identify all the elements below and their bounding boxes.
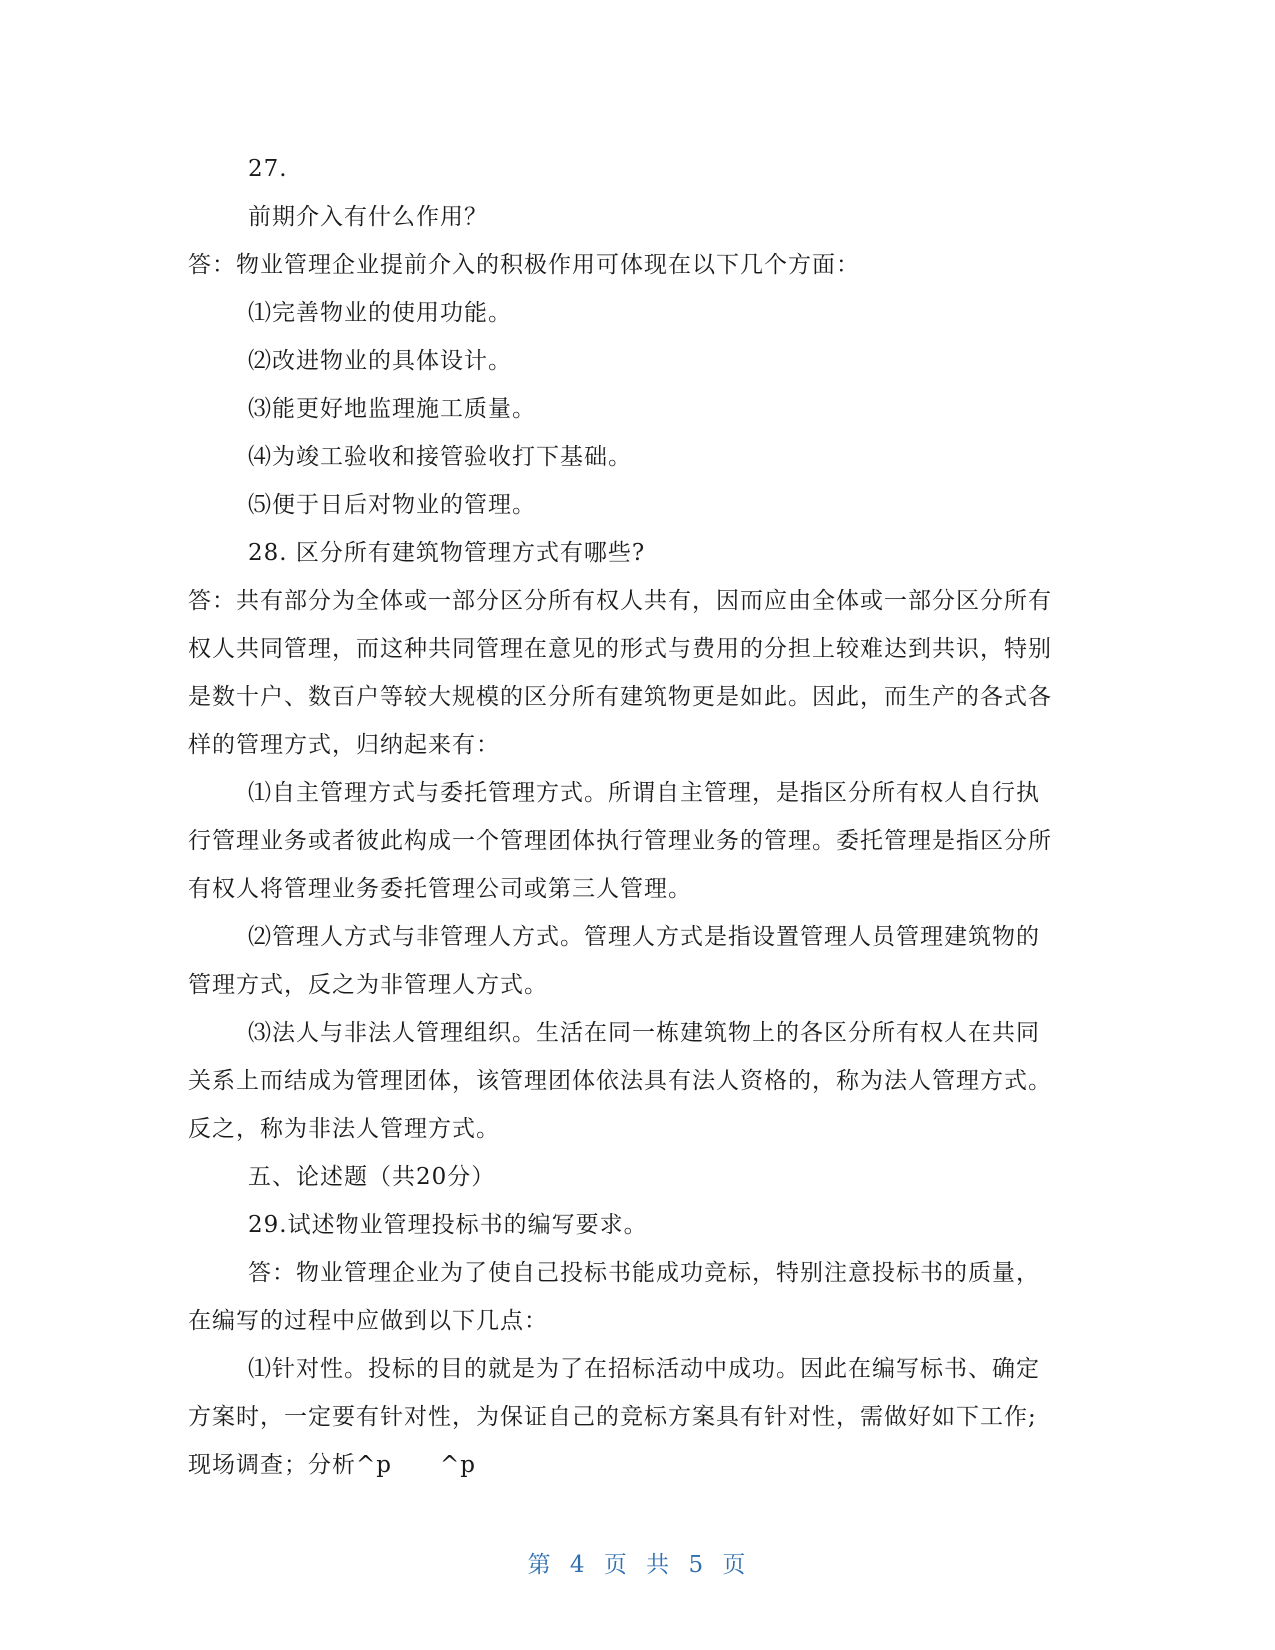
document-body — [188, 145, 1088, 1489]
footer-current-page: 4 — [569, 1552, 587, 1578]
answer-27-item-3: ⑶能更好地监理施工质量。 — [248, 396, 536, 422]
footer-total-pages: 5 — [688, 1552, 706, 1578]
answer-27-item-2: ⑵改进物业的具体设计。 — [248, 348, 512, 374]
answer-27-intro: 答：物业管理企业提前介入的积极作用可体现在以下几个方面： — [188, 252, 860, 278]
answer-28-item-1: ⑴自主管理方式与委托管理方式。所谓自主管理，是指区分所有权人自行执 — [248, 780, 1040, 806]
answer-27-item-4: ⑷为竣工验收和接管验收打下基础。 — [248, 444, 632, 470]
answer-29-intro-cont: 在编写的过程中应做到以下几点： — [188, 1308, 548, 1334]
answer-27-item-5: ⑸便于日后对物业的管理。 — [248, 492, 536, 518]
footer-page-word: 第 — [527, 1552, 553, 1578]
answer-29-intro: 答：物业管理企业为了使自己投标书能成功竞标，特别注意投标书的质量， — [248, 1260, 1040, 1286]
answer-29-item-1-cont: 方案时，一定要有针对性，为保证自己的竞标方案具有针对性，需做好如下工作; — [188, 1404, 1037, 1430]
footer-page-unit: 页 — [603, 1552, 629, 1578]
answer-28-line: 答：共有部分为全体或一部分区分所有权人共有，因而应由全体或一部分区分所有 — [188, 588, 1052, 614]
answer-28-item-2: ⑵管理人方式与非管理人方式。管理人方式是指设置管理人员管理建筑物的 — [248, 924, 1040, 950]
footer-total-unit: 页 — [722, 1552, 748, 1578]
question-27-title: 前期介入有什么作用？ — [248, 204, 488, 230]
page-footer — [0, 1546, 1275, 1579]
answer-27-item-1: ⑴完善物业的使用功能。 — [248, 300, 512, 326]
answer-28-item-2-cont: 管理方式，反之为非管理人方式。 — [188, 972, 548, 998]
question-29-title: 29.试述物业管理投标书的编写要求。 — [248, 1212, 648, 1238]
answer-29-item-1: ⑴针对性。投标的目的就是为了在招标活动中成功。因此在编写标书、确定 — [248, 1356, 1040, 1382]
question-28-title: 28. 区分所有建筑物管理方式有哪些? — [248, 540, 646, 566]
answer-28-item-1-cont: 行管理业务或者彼此构成一个管理团体执行管理业务的管理。委托管理是指区分所 — [188, 828, 1052, 854]
answer-28-line: 样的管理方式，归纳起来有： — [188, 732, 500, 758]
answer-28-line: 权人共同管理，而这种共同管理在意见的形式与费用的分担上较难达到共识，特别 — [188, 636, 1052, 662]
answer-28-line: 是数十户、数百户等较大规模的区分所有建筑物更是如此。因此，而生产的各式各 — [188, 684, 1052, 710]
answer-28-item-1-cont: 有权人将管理业务委托管理公司或第三人管理。 — [188, 876, 692, 902]
answer-28-item-3-cont: 关系上而结成为管理团体，该管理团体依法具有法人资格的，称为法人管理方式。 — [188, 1068, 1052, 1094]
question-number-27: 27. — [248, 156, 288, 182]
answer-29-item-1-cont: 现场调查；分析^p ^p — [188, 1452, 476, 1478]
answer-28-item-3-cont: 反之，称为非法人管理方式。 — [188, 1116, 500, 1142]
section-heading-essay: 五、论述题（共20分） — [248, 1164, 496, 1190]
footer-total-word: 共 — [646, 1552, 672, 1578]
answer-28-item-3: ⑶法人与非法人管理组织。生活在同一栋建筑物上的各区分所有权人在共同 — [248, 1020, 1040, 1046]
